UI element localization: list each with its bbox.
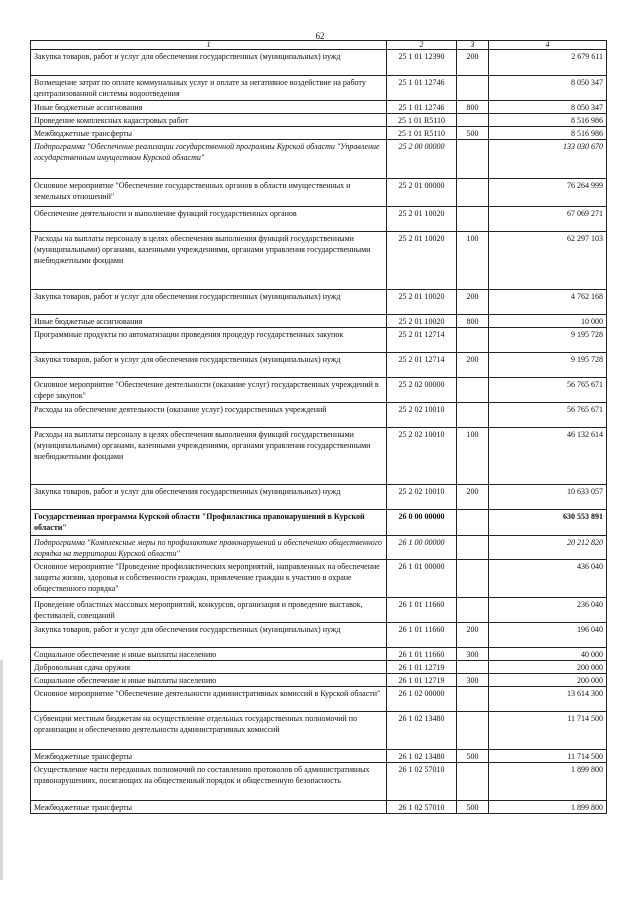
row-name-cell: Обеспечение деятельности и выполнение функций государственных органов	[31, 207, 387, 232]
row-sum-cell: 196 040	[489, 623, 607, 648]
row-name-cell: Подпрограмма "Комплексные меры по профилактике правонарушений и обеспечению общественного порядка на территории Курской области"	[31, 536, 387, 560]
table-row	[31, 114, 607, 127]
row-type-cell: 100	[457, 232, 489, 290]
row-code-cell: 26 1 02 13480	[387, 750, 457, 763]
row-type-cell: 200	[457, 623, 489, 648]
row-sum-cell: 8 516 986	[489, 127, 607, 140]
row-code-cell: 26 1 00 00000	[387, 536, 457, 560]
row-type-cell	[457, 140, 489, 179]
table-row	[31, 648, 607, 661]
row-sum-cell: 56 765 671	[489, 378, 607, 403]
row-type-cell	[457, 712, 489, 750]
table-row	[31, 50, 607, 76]
row-name-cell: Закупка товаров, работ и услуг для обеспечения государственных (муниципальных) нужд	[31, 50, 387, 76]
table-row	[31, 127, 607, 140]
row-sum-cell: 630 553 891	[489, 510, 607, 536]
row-type-cell	[457, 114, 489, 127]
table-row	[31, 179, 607, 207]
row-code-cell: 25 1 01 R5110	[387, 114, 457, 127]
row-code-cell: 25 1 01 R5110	[387, 127, 457, 140]
row-type-cell	[457, 687, 489, 712]
table-row	[31, 428, 607, 485]
row-code-cell: 26 1 01 12719	[387, 674, 457, 687]
row-type-cell: 800	[457, 101, 489, 114]
table-row	[31, 712, 607, 750]
table-row	[31, 674, 607, 687]
row-type-cell: 800	[457, 315, 489, 328]
row-type-cell: 100	[457, 428, 489, 485]
row-name-cell: Иные бюджетные ассигнования	[31, 315, 387, 328]
row-code-cell: 26 1 01 11660	[387, 648, 457, 661]
row-sum-cell: 76 264 999	[489, 179, 607, 207]
table-row	[31, 801, 607, 814]
table-row	[31, 76, 607, 101]
row-type-cell: 500	[457, 801, 489, 814]
row-sum-cell: 20 212 820	[489, 536, 607, 560]
row-code-cell: 25 2 02 10010	[387, 485, 457, 510]
table-row	[31, 623, 607, 648]
row-type-cell	[457, 378, 489, 403]
row-type-cell	[457, 328, 489, 353]
row-type-cell	[457, 207, 489, 232]
row-sum-cell: 46 132 614	[489, 428, 607, 485]
row-code-cell: 26 1 02 00000	[387, 687, 457, 712]
table-row	[31, 290, 607, 315]
row-name-cell: Программные продукты по автоматизации проведения процедур государственных закупок	[31, 328, 387, 353]
row-code-cell: 26 0 00 00000	[387, 510, 457, 536]
table-row	[31, 232, 607, 290]
row-name-cell: Закупка товаров, работ и услуг для обеспечения государственных (муниципальных) нужд	[31, 623, 387, 648]
row-sum-cell: 1 899 800	[489, 763, 607, 801]
row-name-cell: Основное мероприятие "Обеспечение деятельности административных комиссий в Курской области"	[31, 687, 387, 712]
table-header-row	[31, 41, 607, 50]
table-row	[31, 560, 607, 598]
row-name-cell: Основное мероприятие "Обеспечение государственных органов в области имущественных и земельных отношений"	[31, 179, 387, 207]
row-sum-cell: 4 762 168	[489, 290, 607, 315]
row-type-cell: 500	[457, 750, 489, 763]
row-name-cell: Межбюджетные трансферты	[31, 750, 387, 763]
table-row	[31, 140, 607, 179]
row-sum-cell: 10 000	[489, 315, 607, 328]
row-type-cell	[457, 560, 489, 598]
row-code-cell: 26 1 01 00000	[387, 560, 457, 598]
row-name-cell: Закупка товаров, работ и услуг для обеспечения государственных (муниципальных) нужд	[31, 353, 387, 378]
row-name-cell: Межбюджетные трансферты	[31, 801, 387, 814]
row-sum-cell: 40 000	[489, 648, 607, 661]
row-code-cell: 26 1 01 11660	[387, 598, 457, 623]
table-row	[31, 485, 607, 510]
row-code-cell: 25 2 01 12714	[387, 328, 457, 353]
header-col-1: 1	[31, 41, 387, 50]
table-row	[31, 378, 607, 403]
table-row	[31, 510, 607, 536]
row-sum-cell: 13 614 300	[489, 687, 607, 712]
row-sum-cell: 9 195 728	[489, 328, 607, 353]
row-name-cell: Расходы на обеспечение деятельности (оказание услуг) государственных учреждений	[31, 403, 387, 428]
table-row	[31, 328, 607, 353]
row-sum-cell: 8 050 347	[489, 76, 607, 101]
row-sum-cell: 236 040	[489, 598, 607, 623]
row-type-cell: 200	[457, 50, 489, 76]
row-type-cell: 200	[457, 353, 489, 378]
row-type-cell	[457, 76, 489, 101]
row-sum-cell: 8 050 347	[489, 101, 607, 114]
row-code-cell: 26 1 02 13480	[387, 712, 457, 750]
row-code-cell: 25 2 00 00000	[387, 140, 457, 179]
row-sum-cell: 56 765 671	[489, 403, 607, 428]
row-code-cell: 25 2 01 12714	[387, 353, 457, 378]
row-name-cell: Расходы на выплаты персоналу в целях обеспечения выполнения функций государственными (муниципальными) органами, казенными учреждениями, органами управления государственными внебюджетными фондами	[31, 232, 387, 290]
row-sum-cell: 133 030 670	[489, 140, 607, 179]
table-row	[31, 661, 607, 674]
row-code-cell: 26 1 02 57010	[387, 801, 457, 814]
row-code-cell: 26 1 01 11660	[387, 623, 457, 648]
row-code-cell: 26 1 02 57010	[387, 763, 457, 801]
budget-table-container	[30, 40, 606, 814]
row-type-cell	[457, 403, 489, 428]
row-type-cell: 300	[457, 674, 489, 687]
row-name-cell: Основное мероприятие "Проведение профилактических мероприятий, направленных на обеспечение защиты жизни, здоровья и собственности граждан, привлечение граждан к участию в охране общественного порядка"	[31, 560, 387, 598]
row-sum-cell: 200 000	[489, 674, 607, 687]
row-name-cell: Субвенции местным бюджетам на осуществление отдельных государственных полномочий по организации и обеспечению деятельности административных комиссий	[31, 712, 387, 750]
page-number: 62	[315, 31, 325, 41]
row-name-cell: Возмещение затрат по оплате коммунальных услуг и оплате за негативное воздействие на работу централизованной системы водоотведения	[31, 76, 387, 101]
row-name-cell: Иные бюджетные ассигнования	[31, 101, 387, 114]
row-name-cell: Подпрограмма "Обеспечение реализации государственной программы Курской области "Управление государственным имуществом Курской области"	[31, 140, 387, 179]
row-name-cell: Социальное обеспечение и иные выплаты населению	[31, 674, 387, 687]
row-name-cell: Осуществление части переданных полномочий по составлению протоколов об административных правонарушениях, посягающих на общественный порядок и общественную безопасность	[31, 763, 387, 801]
row-type-cell	[457, 536, 489, 560]
row-type-cell: 200	[457, 485, 489, 510]
row-type-cell	[457, 510, 489, 536]
row-sum-cell: 2 679 611	[489, 50, 607, 76]
row-sum-cell: 11 714 500	[489, 712, 607, 750]
table-row	[31, 536, 607, 560]
row-sum-cell: 62 297 103	[489, 232, 607, 290]
table-row	[31, 207, 607, 232]
row-name-cell: Расходы на выплаты персоналу в целях обеспечения выполнения функций государственными (муниципальными) органами, казенными учреждениями, органами управления государственными внебюджетными фондами	[31, 428, 387, 485]
row-name-cell: Межбюджетные трансферты	[31, 127, 387, 140]
table-row	[31, 598, 607, 623]
table-row	[31, 353, 607, 378]
row-sum-cell: 9 195 728	[489, 353, 607, 378]
table-row	[31, 315, 607, 328]
row-code-cell: 25 1 01 12390	[387, 50, 457, 76]
budget-table	[30, 40, 607, 814]
row-sum-cell: 10 633 057	[489, 485, 607, 510]
row-name-cell: Основное мероприятие "Обеспечение деятельности (оказание услуг) государственных учреждений в сфере закупок"	[31, 378, 387, 403]
row-type-cell: 200	[457, 290, 489, 315]
row-code-cell: 25 2 01 10020	[387, 232, 457, 290]
row-name-cell: Социальное обеспечение и иные выплаты населению	[31, 648, 387, 661]
row-sum-cell: 8 516 986	[489, 114, 607, 127]
row-sum-cell: 200 000	[489, 661, 607, 674]
row-name-cell: Проведение областных массовых мероприятий, конкурсов, организация и проведение выставок, фестивалей, совещаний	[31, 598, 387, 623]
row-type-cell	[457, 763, 489, 801]
row-code-cell: 25 2 01 00000	[387, 179, 457, 207]
row-type-cell: 500	[457, 127, 489, 140]
row-code-cell: 25 2 02 10010	[387, 403, 457, 428]
row-type-cell	[457, 661, 489, 674]
table-row	[31, 687, 607, 712]
table-row	[31, 750, 607, 763]
row-sum-cell: 1 899 800	[489, 801, 607, 814]
scan-edge-mark	[0, 660, 3, 880]
row-code-cell: 25 1 01 12746	[387, 101, 457, 114]
row-code-cell: 26 1 01 12719	[387, 661, 457, 674]
header-col-4: 4	[489, 41, 607, 50]
row-name-cell: Государственная программа Курской области "Профилактика правонарушений в Курской области"	[31, 510, 387, 536]
row-name-cell: Закупка товаров, работ и услуг для обеспечения государственных (муниципальных) нужд	[31, 290, 387, 315]
row-type-cell	[457, 179, 489, 207]
header-col-3: 3	[457, 41, 489, 50]
row-sum-cell: 67 069 271	[489, 207, 607, 232]
row-name-cell: Закупка товаров, работ и услуг для обеспечения государственных (муниципальных) нужд	[31, 485, 387, 510]
row-sum-cell: 11 714 500	[489, 750, 607, 763]
row-type-cell: 300	[457, 648, 489, 661]
row-type-cell	[457, 598, 489, 623]
table-row	[31, 101, 607, 114]
row-code-cell: 25 2 02 00000	[387, 378, 457, 403]
header-col-2: 2	[387, 41, 457, 50]
row-code-cell: 25 2 02 10010	[387, 428, 457, 485]
row-name-cell: Проведение комплексных кадастровых работ	[31, 114, 387, 127]
row-code-cell: 25 2 01 10020	[387, 290, 457, 315]
row-name-cell: Добровольная сдача оружия	[31, 661, 387, 674]
row-code-cell: 25 1 01 12746	[387, 76, 457, 101]
row-code-cell: 25 2 01 10020	[387, 315, 457, 328]
row-sum-cell: 436 040	[489, 560, 607, 598]
row-code-cell: 25 2 01 10020	[387, 207, 457, 232]
table-row	[31, 403, 607, 428]
table-row	[31, 763, 607, 801]
